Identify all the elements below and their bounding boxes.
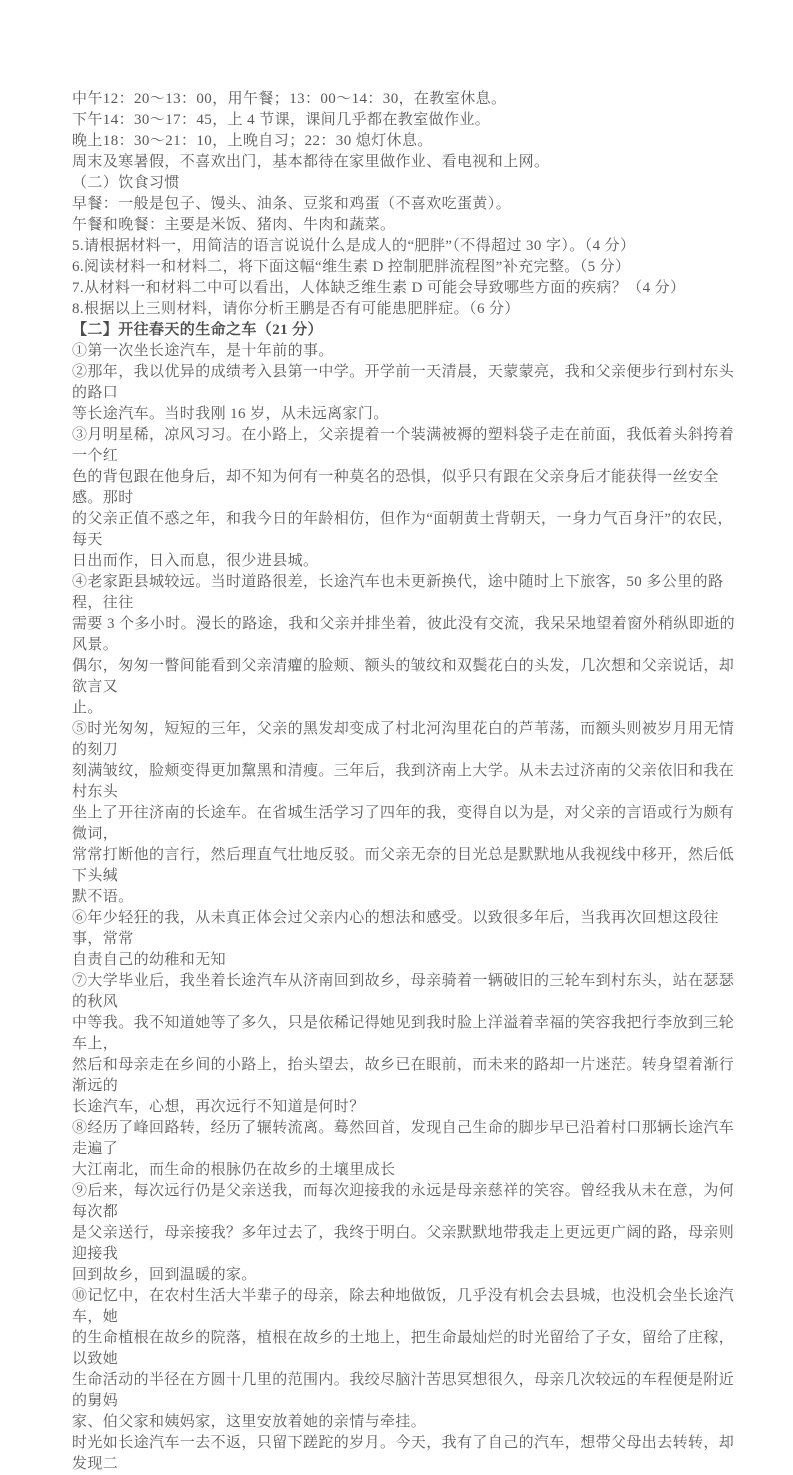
document-text-block <box>72 89 740 1475</box>
text-line: ②那年，我以优异的成绩考入县第一中学。开学前一天清晨，天蒙蒙亮，我和父亲便步行到村东头的路口 <box>72 364 735 401</box>
text-line: 止。 <box>72 700 103 716</box>
text-line: 8.根据以上三则材料，请你分析王鹏是否有可能患肥胖症。（6 分） <box>72 301 520 317</box>
text-line: ⑨后来，每次远行仍是父亲送我，而每次迎接我的永远是母亲慈祥的笑容。曾经我从未在意，为何每次都 <box>72 1183 735 1220</box>
text-line: 生命活动的半径在方圆十几里的范围内。我绞尽脑汁苦思冥想很久，母亲几次较远的车程便是附近的舅妈 <box>72 1372 735 1409</box>
text-line: 偶尔，匆匆一瞥间能看到父亲清癯的脸颊、额头的皱纹和双鬓花白的头发，几次想和父亲说话，却欲言又 <box>72 658 735 695</box>
text-line: ③月明星稀，凉风习习。在小路上，父亲提着一个装满被褥的塑料袋子走在前面，我低着头斜挎着一个红 <box>72 427 735 464</box>
text-line: 色的背包跟在他身后，却不知为何有一种莫名的恐惧，似乎只有跟在父亲身后才能获得一丝安全感。那时 <box>72 469 719 506</box>
text-line: 6.阅读材料一和材料二，将下面这幅“维生素 D 控制肥胖流程图”补充完整。（5 分） <box>72 259 631 275</box>
text-line: 晚上18：30～21：10，上晚自习；22：30 熄灯休息。 <box>72 133 433 149</box>
text-line: 自责自己的幼稚和无知 <box>72 952 227 968</box>
text-line: 然后和母亲走在乡间的小路上，抬头望去，故乡已在眼前，而未来的路却一片迷茫。转身望着渐行渐远的 <box>72 1057 735 1094</box>
text-line: 时光如长途汽车一去不返，只留下蹉跎的岁月。今天，我有了自己的汽车，想带父母出去转转，却发现二 <box>72 1435 735 1472</box>
text-line: 下午14：30～17：45，上 4 节课，课间几乎都在教室做作业。 <box>72 112 491 128</box>
text-line: 坐上了开往济南的长途车。在省城生活学习了四年的我，变得自以为是，对父亲的言语或行为颇有微词， <box>72 805 735 842</box>
text-line: （二）饮食习惯 <box>72 175 180 191</box>
text-line: ⑤时光匆匆，短短的三年，父亲的黑发却变成了村北河沟里花白的芦苇荡，而额头则被岁月用无情的刻刀 <box>72 721 735 758</box>
text-line: ⑧经历了峰回路转，经历了辗转流离。蓦然回首，发现自己生命的脚步早已沿着村口那辆长途汽车走遍了 <box>72 1120 735 1157</box>
text-line: 早餐：一般是包子、馒头、油条、豆浆和鸡蛋（不喜欢吃蛋黄）。 <box>72 196 512 212</box>
text-line: 中午12：20～13：00，用午餐；13：00～14：30，在教室休息。 <box>72 91 507 107</box>
text-line: 家、伯父家和姨妈家，这里安放着她的亲情与牵挂。 <box>72 1414 427 1430</box>
text-line: 是父亲送行，母亲接我？多年过去了，我终于明白。父亲默默地带我走上更远更广阔的路，母亲则迎接我 <box>72 1225 735 1262</box>
text-line: 午餐和晚餐：主要是米饭、猪肉、牛肉和蔬菜。 <box>72 217 396 233</box>
text-line: 日出而作，日入而息，很少进县城。 <box>72 553 319 569</box>
text-line: 5.请根据材料一，用简洁的语言说说什么是成人的“肥胖”（不得超过 30 字）。（4 分） <box>72 238 636 254</box>
text-line: ⑦大学毕业后，我坐着长途汽车从济南回到故乡，母亲骑着一辆破旧的三轮车到村东头，站在瑟瑟的秋风 <box>72 973 735 1010</box>
text-line: 的生命植根在故乡的院落，植根在故乡的土地上，把生命最灿烂的时光留给了子女，留给了庄稼，以致她 <box>72 1330 735 1367</box>
text-line: 常常打断他的言行，然后理直气壮地反驳。而父亲无奈的目光总是默默地从我视线中移开，然后低下头缄 <box>72 847 735 884</box>
text-line: 回到故乡，回到温暖的家。 <box>72 1267 257 1283</box>
text-line: 需要 3 个多小时。漫长的路途，我和父亲并排坐着，彼此没有交流，我呆呆地望着窗外稍纵即逝的风景。 <box>72 616 736 653</box>
text-line: 7.从材料一和材料二中可以看出，人体缺乏维生素 D 可能会导致哪些方面的疾病？（4 分） <box>72 280 686 296</box>
text-line: 长途汽车，心想，再次远行不知道是何时？ <box>72 1099 365 1115</box>
text-line: 中等我。我不知道她等了多久，只是依稀记得她见到我时脸上洋溢着幸福的笑容我把行李放到三轮车上， <box>72 1015 735 1052</box>
text-line: 周末及寒暑假，不喜欢出门，基本都待在家里做作业、看电视和上网。 <box>72 154 550 170</box>
text-line: ①第一次坐长途汽车，是十年前的事。 <box>72 343 334 359</box>
text-line: 等长途汽车。当时我刚 16 岁，从未远离家门。 <box>72 406 389 422</box>
text-line: ④老家距县城较远。当时道路很差，长途汽车也未更新换代，途中随时上下旅客，50 多公里的路程，往往 <box>72 574 724 611</box>
section-heading-line: 【二】开往春天的生命之车（21 分） <box>72 322 323 338</box>
text-line: 默不语。 <box>72 889 134 905</box>
text-line: 大江南北，而生命的根脉仍在故乡的土壤里成长 <box>72 1162 396 1178</box>
text-line: ⑩记忆中，在农村生活大半辈子的母亲，除去种地做饭，几乎没有机会去县城，也没机会坐长途汽车，她 <box>72 1288 735 1325</box>
text-line: 的父亲正值不惑之年，和我今日的年龄相仿，但作为“面朝黄土背朝天，一身力气百身汗”的农民，每天 <box>72 511 733 548</box>
text-line: 刻满皱纹，脸颊变得更加黧黑和清瘦。三年后，我到济南上大学。从未去过济南的父亲依旧和我在村东头 <box>72 763 735 800</box>
text-line: ⑥年少轻狂的我，从未真正体会过父亲内心的想法和感受。以致很多年后，当我再次回想这段往事，常常 <box>72 910 719 947</box>
